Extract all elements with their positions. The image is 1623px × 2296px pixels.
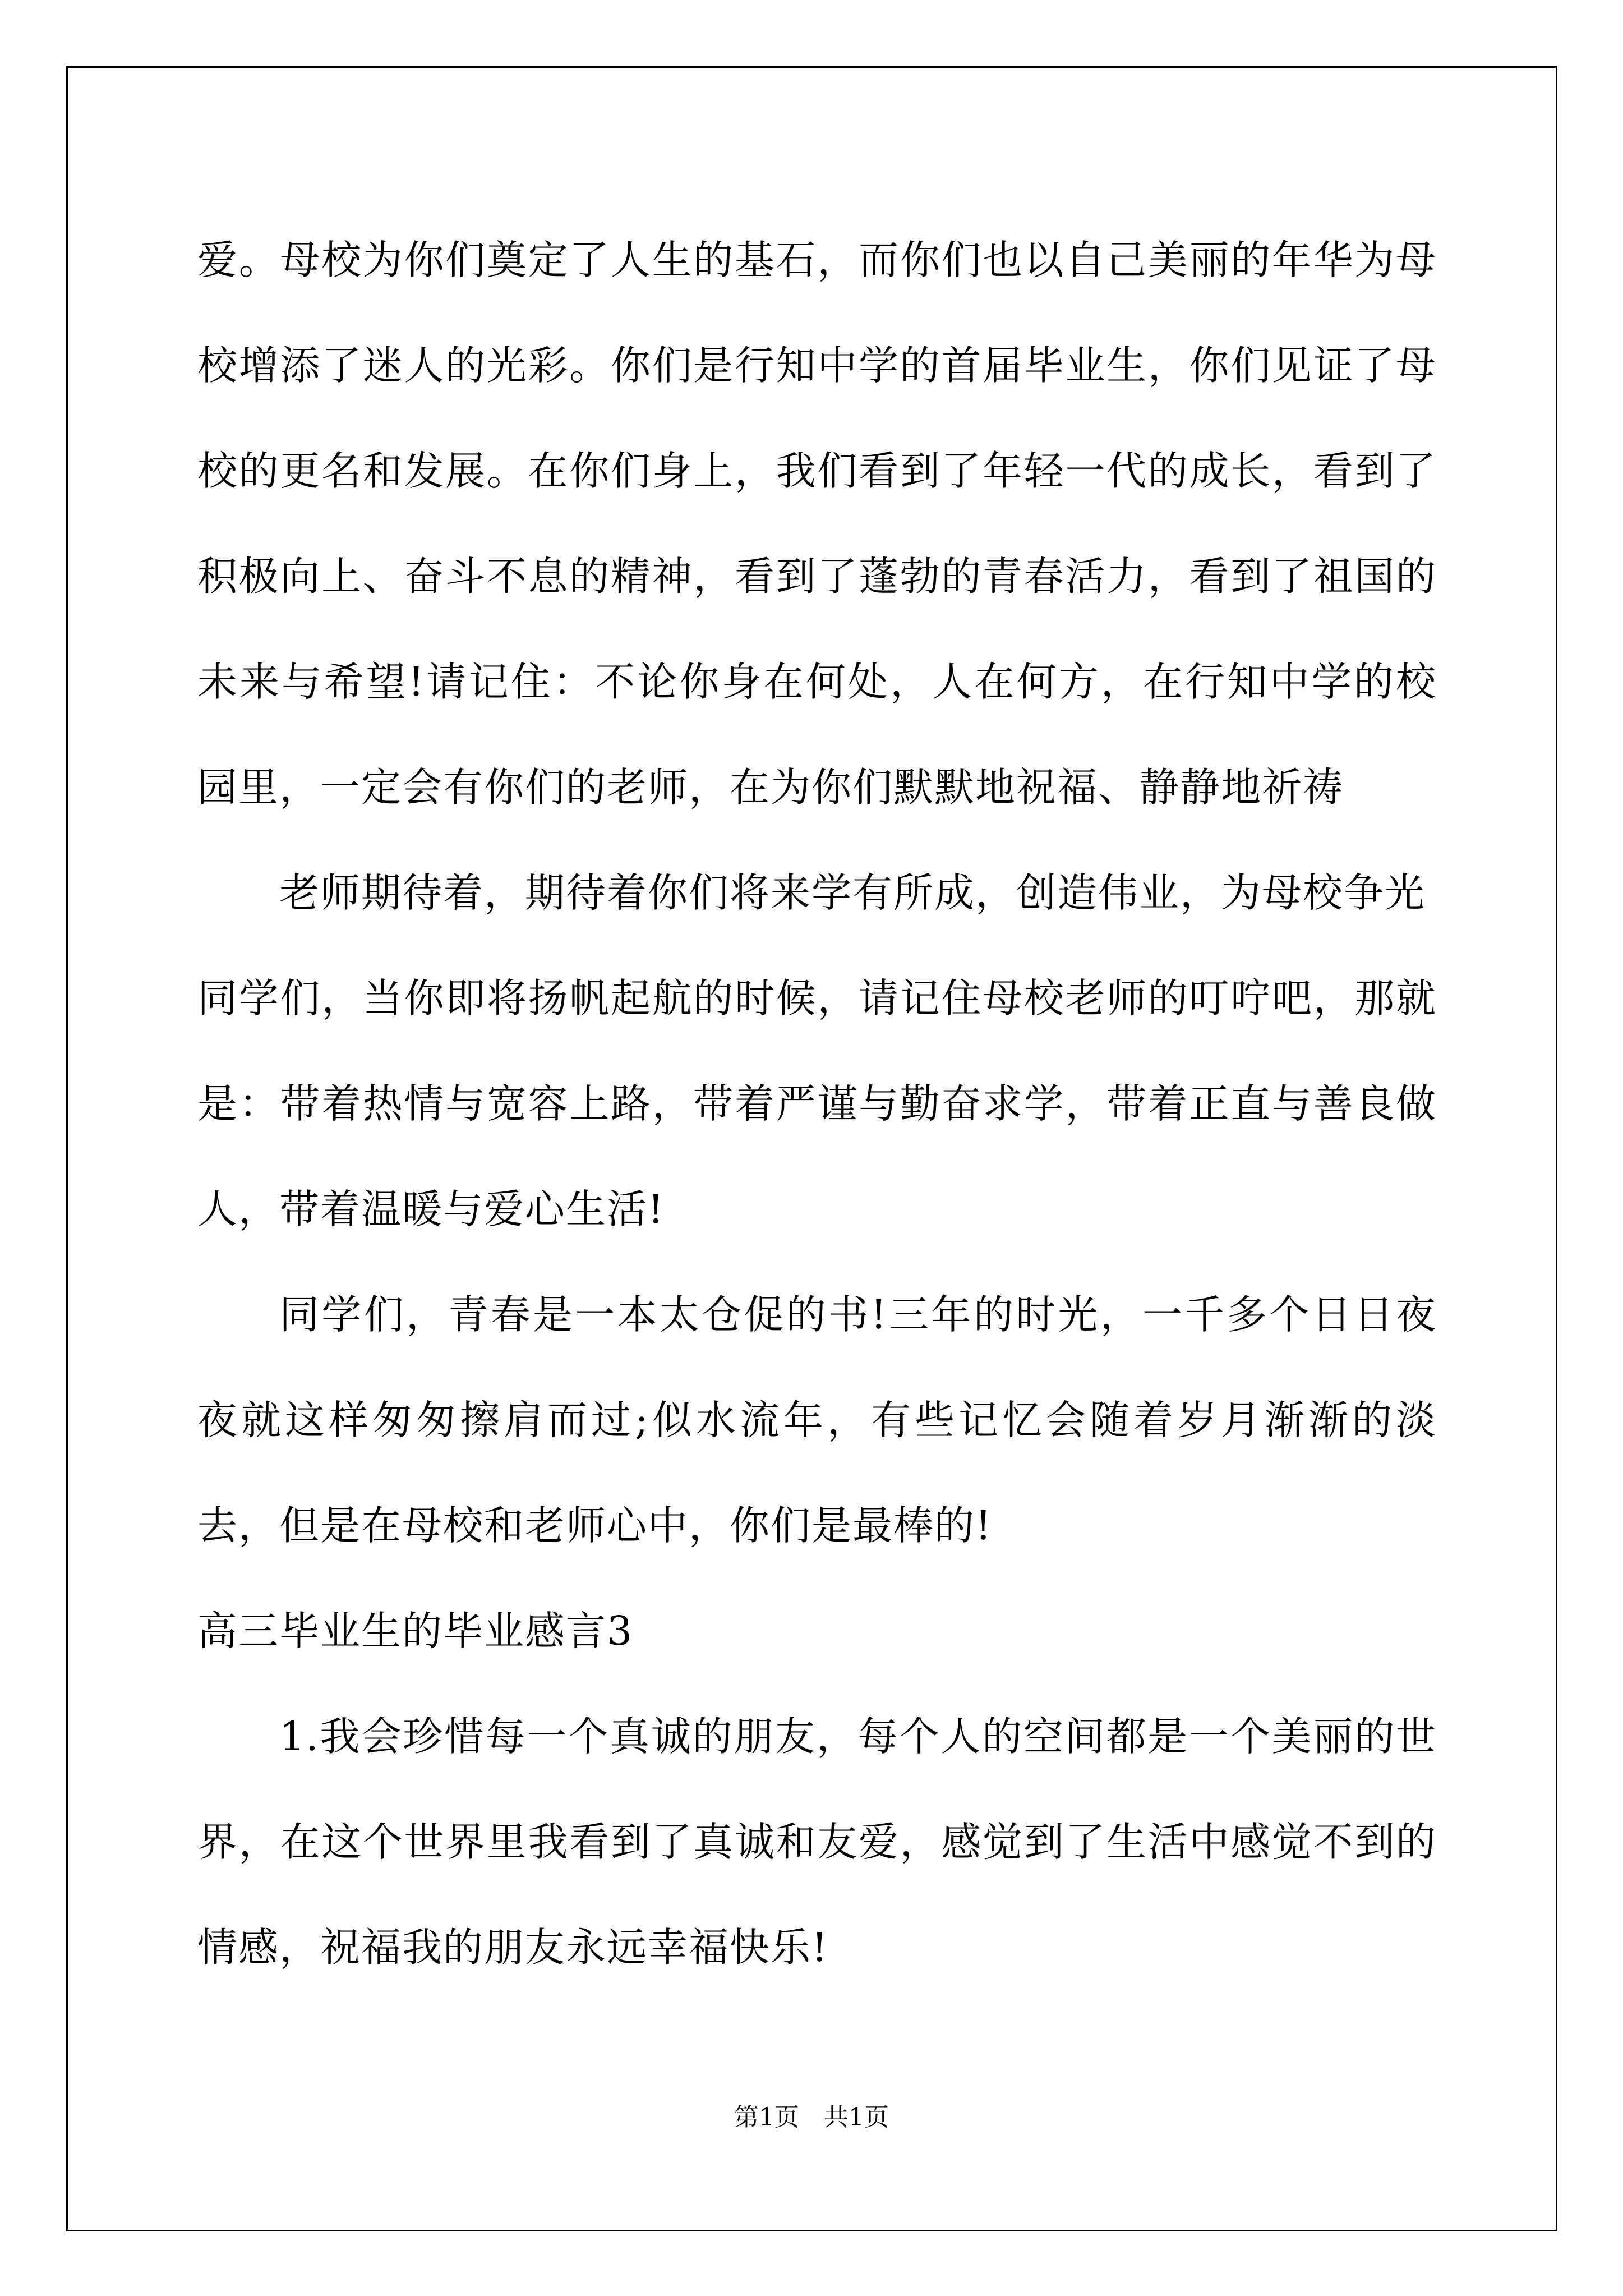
document-body	[197, 208, 1437, 2000]
paragraph: 老师期待着，期待着你们将来学有所成，创造伟业，为母校争光	[279, 869, 1426, 916]
paragraph: 同学们，当你即将扬帆起航的时候，请记住母校老师的叮咛吧，那就是：带着热情与宽容上路，带着严谨与勤奋求学，带着正直与善良做人，带着温暖与爱心生活!	[197, 975, 1437, 1232]
paragraph: 1.我会珍惜每一个真诚的朋友，每个人的空间都是一个美丽的世界，在这个世界里我看到了真诚和友爱，感觉到了生活中感觉不到的情感，祝福我的朋友永远幸福快乐!	[197, 1713, 1437, 1971]
page-number-footer: 第1页 共1页	[734, 2103, 889, 2132]
paragraph: 爱。母校为你们奠定了人生的基石，而你们也以自己美丽的年华为母校增添了迷人的光彩。你们是行知中学的首届毕业生，你们见证了母校的更名和发展。在你们身上，我们看到了年轻一代的成长，看到了积极向上、奋斗不息的精神，看到了蓬勃的青春活力，看到了祖国的未来与希望!请记住：不论你身在何处，人在何方，在行知中学的校园里，一定会有你们的老师，在为你们默默地祝福、静静地祈祷	[197, 237, 1437, 811]
section-heading: 高三毕业生的毕业感言3	[197, 1608, 634, 1654]
paragraph: 同学们，青春是一本太仓促的书!三年的时光，一千多个日日夜夜就这样匆匆擦肩而过;似水流年，有些记忆会随着岁月渐渐的淡去，但是在母校和老师心中，你们是最棒的!	[197, 1291, 1437, 1549]
